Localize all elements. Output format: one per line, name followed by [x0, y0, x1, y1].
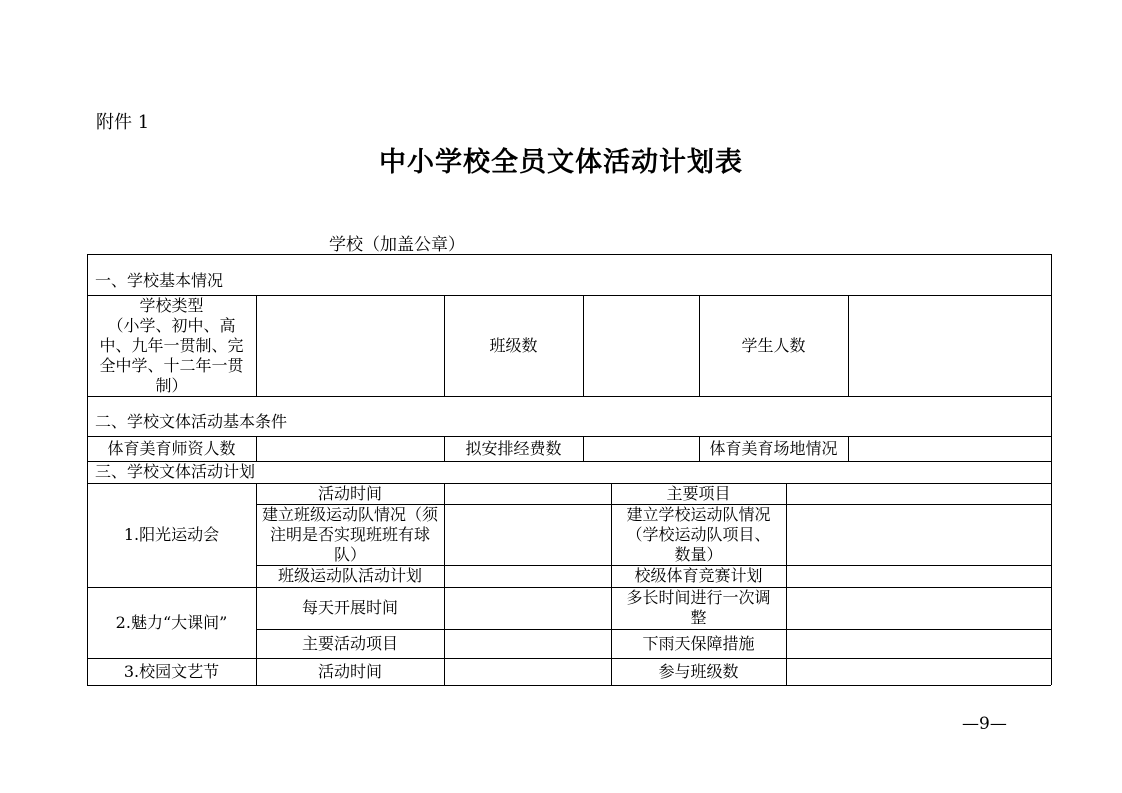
school-competition-plan-label: 校级体育竞赛计划 — [634, 566, 763, 585]
class-team-plan-value[interactable] — [444, 565, 611, 587]
class-count-value[interactable] — [583, 295, 699, 396]
sports-activity-time-value[interactable] — [444, 483, 611, 504]
school-competition-plan-value[interactable] — [786, 565, 1051, 587]
funding-label: 拟安排经费数 — [465, 438, 562, 458]
class-team-plan-label: 班级运动队活动计划 — [277, 566, 422, 585]
class-count-label: 班级数 — [489, 335, 538, 355]
student-count-label: 学生人数 — [741, 335, 806, 355]
sports-meet-name: 1.阳光运动会 — [123, 525, 220, 544]
art-activity-time-value[interactable] — [444, 658, 611, 685]
big-break-name: 2.魅力“大课间” — [115, 612, 228, 632]
art-festival-name: 3.校园文艺节 — [123, 661, 220, 681]
sports-main-items-value[interactable] — [786, 483, 1051, 504]
section2-heading: 二、学校文体活动基本条件 — [95, 412, 288, 431]
adjust-frequency-value[interactable] — [786, 587, 1051, 629]
school-type-value[interactable] — [256, 295, 444, 396]
school-type-label — [87, 295, 256, 396]
teacher-count-value[interactable] — [256, 436, 444, 461]
main-activities-label: 主要活动项目 — [301, 633, 398, 653]
page-number: —9— — [962, 714, 1007, 734]
art-activity-time-label: 活动时间 — [317, 661, 382, 681]
annex-label: 附件 1 — [96, 112, 150, 133]
daily-time-label: 每天开展时间 — [301, 598, 398, 617]
student-count-value[interactable] — [848, 295, 1051, 396]
school-team-status-label: 建立学校运动队情况（学校运动队项目、数量） — [626, 504, 771, 564]
participating-classes-value[interactable] — [786, 658, 1051, 685]
school-team-status-value[interactable] — [786, 504, 1051, 565]
sports-activity-time-label: 活动时间 — [317, 483, 382, 503]
funding-value[interactable] — [583, 436, 699, 461]
rainy-day-measures-value[interactable] — [786, 629, 1051, 658]
class-team-status-label: 建立班级运动队情况（须注明是否实现班班有球队） — [262, 504, 439, 564]
adjust-frequency-label: 多长时间进行一次调整 — [626, 588, 771, 627]
rainy-day-measures-label: 下雨天保障措施 — [642, 633, 755, 653]
sports-main-items-label: 主要项目 — [666, 483, 731, 503]
page-title: 中小学校全员文体活动计划表 — [379, 147, 743, 178]
teacher-count-label: 体育美育师资人数 — [107, 438, 236, 458]
venue-label: 体育美育场地情况 — [709, 438, 838, 458]
daily-time-value[interactable] — [444, 587, 611, 629]
main-activities-value[interactable] — [444, 629, 611, 658]
school-type-text: 学校类型 （小学、初中、高中、九年一贯制、完全中学、十二年一贯制） — [99, 295, 244, 395]
venue-value[interactable] — [848, 436, 1051, 461]
section3-heading: 三、学校文体活动计划 — [95, 462, 256, 481]
class-team-status-value[interactable] — [444, 504, 611, 565]
section1-heading: 一、学校基本情况 — [95, 270, 224, 290]
participating-classes-label: 参与班级数 — [658, 661, 739, 681]
school-suffix: 学校（加盖公章） — [329, 235, 465, 255]
